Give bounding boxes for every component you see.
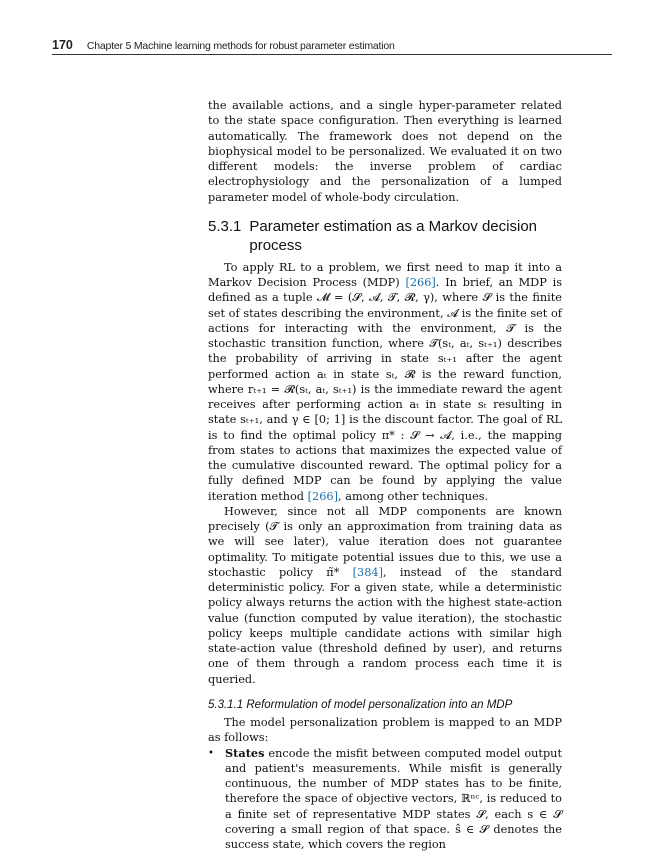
- section-heading: [208, 217, 562, 255]
- citation-link[interactable]: [266]: [405, 276, 435, 289]
- list-item-term: States: [225, 746, 264, 760]
- text-span: , among other techniques.: [338, 490, 488, 503]
- bullet-icon: •: [208, 746, 214, 761]
- list-item: [208, 746, 562, 852]
- text-span: To apply RL to a problem, we first need to map it into a Markov Decision Process (MDP): [208, 261, 562, 289]
- text-span: , instead of the standard deterministic policy. For a given state, while a deterministic policy always returns the action with the highest state-action value (function computed by value iteration), the stochastic policy keeps multiple candidate actions with similar high state-action value (threshold defined by user), and returns one of them through a random process each time it is queried.: [208, 566, 562, 686]
- page-number: 170: [52, 38, 73, 52]
- text-span: . In brief, an MDP is defined as a tuple 𝓜 = (𝓢, 𝓐, 𝓣, 𝓡, γ), where 𝓢 is the finite set of states describing the environment, 𝓐 is the finite set of actions for interacting with the environment, 𝓣 is the stochastic transition function, where 𝓣(sₜ, aₜ, sₜ₊₁) describes the probability of arriving in state sₜ₊₁ after the agent performed action aₜ in state sₜ, 𝓡 is the reward function, where rₜ₊₁ = 𝓡(sₜ, aₜ, sₜ₊₁) is the immediate reward the agent receives after performing action aₜ in state sₜ resulting in state sₜ₊₁, and γ ∈ [0; 1] is the discount factor. The goal of RL is to find the optimal policy π* : 𝓢 → 𝓐, i.e., the mapping from states to actions that maximizes the expected value of the cumulative discounted reward. The optimal policy for a fully defined MDP can be found by applying the value iteration method: [208, 276, 562, 503]
- header-rule: [52, 54, 612, 55]
- intro-paragraph: the available actions, and a single hyper-parameter related to the state space configuration. Then everything is learned automatically. The framework does not depend on the biophysical model to be personalized. We evaluated it on two different models: the inverse problem of cardiac electrophysiology and the personalization of a lumped parameter model of whole-body circulation.: [208, 98, 562, 205]
- list-item-text: encode the misfit between computed model output and patient's measurements. While misfit is generally continuous, the number of MDP states has to be finite, therefore the space of objective vectors, ℝⁿᶜ, is reduced to a finite set of representative MDP states 𝓢, each s ∈ 𝓢 covering a small region of that space. ŝ ∈ 𝓢 denotes the success state, which covers the region: [225, 747, 562, 852]
- text-span: However, since not all MDP components are known precisely (𝓣 is only an approximation from training data as we will see later), value iteration does not guarantee optimality. To mitigate potential issues due to this, we use a stochastic policy π̃*: [208, 505, 562, 579]
- citation-link[interactable]: [384]: [353, 566, 383, 579]
- section-number: 5.3.1: [208, 217, 241, 255]
- chapter-title: Chapter 5 Machine learning methods for robust parameter estimation: [87, 40, 395, 52]
- citation-link[interactable]: [266]: [308, 490, 338, 503]
- paragraph-mapping-intro: The model personalization problem is mapped to an MDP as follows:: [208, 715, 562, 746]
- section-title: Parameter estimation as a Markov decision process: [249, 217, 562, 255]
- body-text: [208, 98, 562, 852]
- running-header: [52, 38, 612, 54]
- bullet-list: [208, 746, 562, 852]
- subsection-heading: 5.3.1.1 Reformulation of model personalization into an MDP: [208, 698, 562, 713]
- paragraph-stochastic-policy: [208, 504, 562, 687]
- paragraph-mdp-definition: [208, 260, 562, 504]
